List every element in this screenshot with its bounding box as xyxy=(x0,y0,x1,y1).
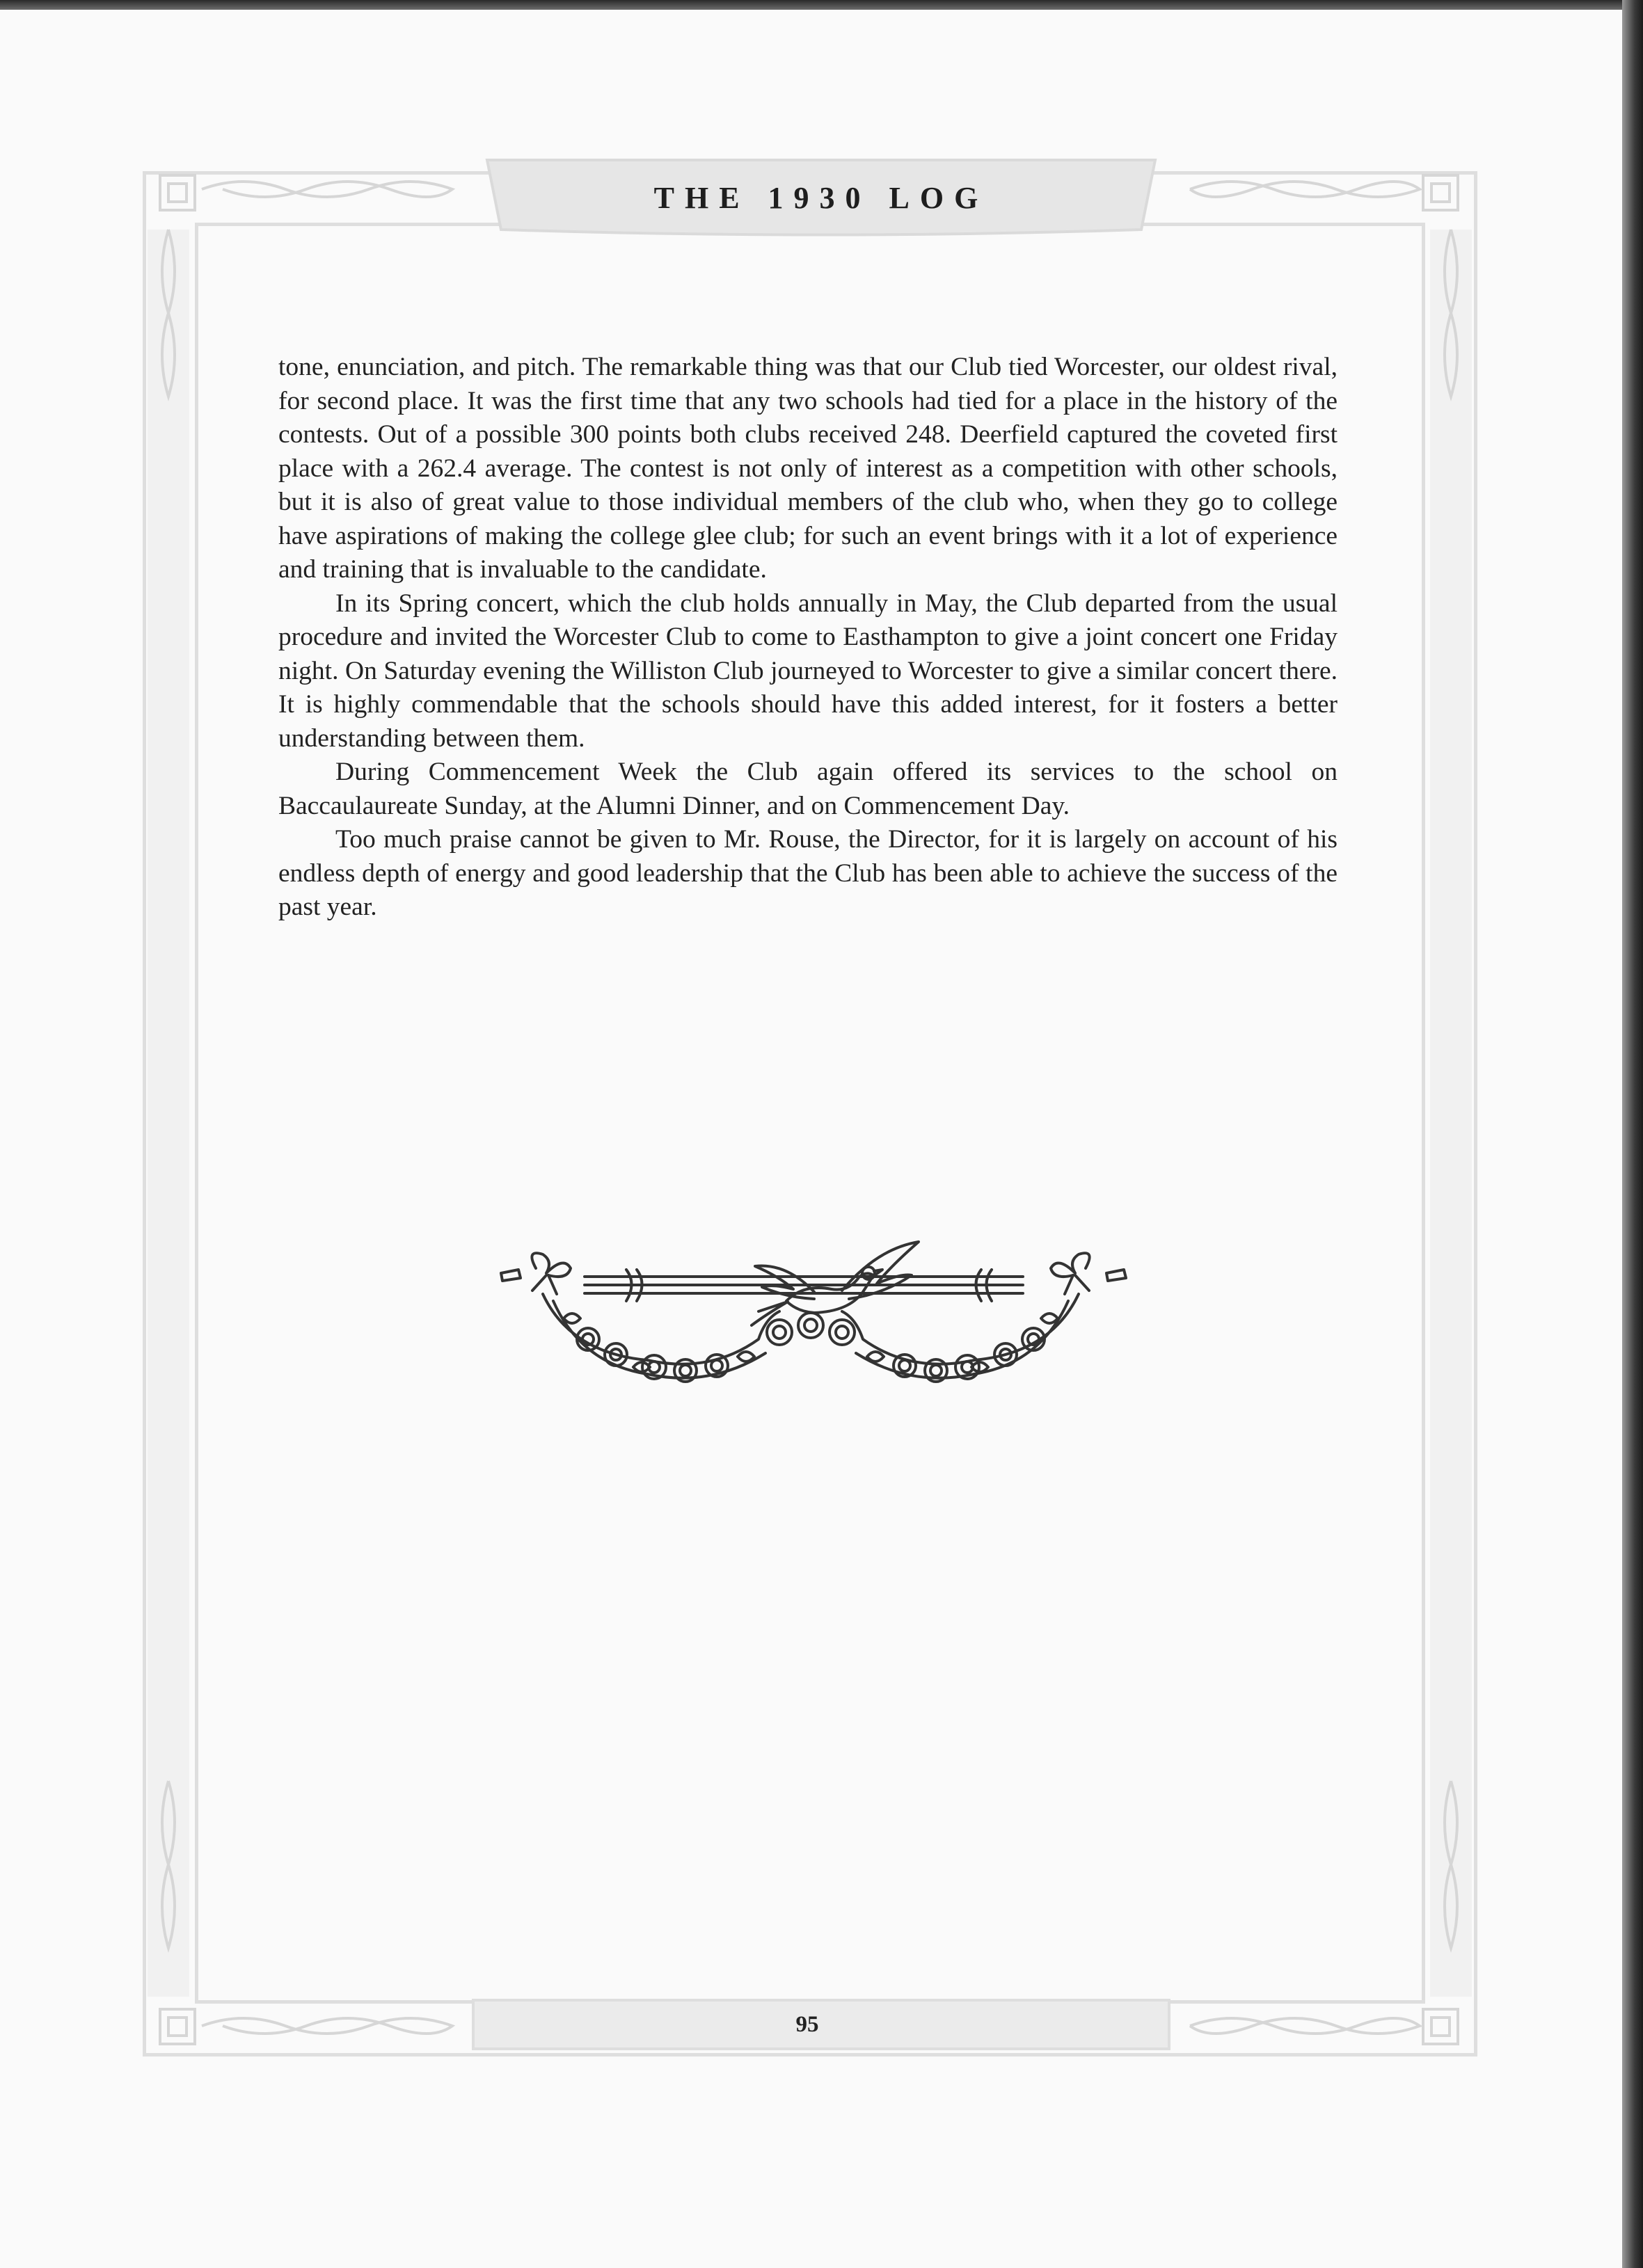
paragraph: Too much praise cannot be given to Mr. Rouse, the Director, for it is largely on account of his endless depth of energy and good leadership that the Club has been able to achieve the success of the past year. xyxy=(278,825,1338,921)
article-body xyxy=(278,351,1338,925)
dove-garland-icon xyxy=(487,1235,1141,1409)
page-header-title: THE 1930 LOG xyxy=(653,181,989,215)
paragraph: tone, enunciation, and pitch. The remarkable thing was that our Club tied Worcester, our oldest rival, for second place. It was the first time that any two schools had tied for a place in the history of the contests. Out of a possible 300 points both clubs received 248. Deerfield captured the coveted first place with a 262.4 average. The contest is not only of interest as a competition with other schools, but it is also of great value to those individual members of the club who, when they go to college have aspirations of making the college glee club; for such an event brings with it a lot of experience and training that is invaluable to the candidate. xyxy=(278,353,1338,584)
page-number: 95 xyxy=(795,2012,819,2037)
paragraph: In its Spring concert, which the club holds annually in May, the Club departed from the usual procedure and invited the Worcester Club to come to Easthampton to give a joint concert one Friday night. On Saturday evening the Williston Club journeyed to Worcester to give a similar concert there. It is highly commendable that the schools should have this added interest, for it fosters a better understanding between them. xyxy=(278,589,1338,753)
paragraph: During Commencement Week the Club again offered its services to the school on Baccaulaureate Sunday, at the Alumni Dinner, and on Commencement Day. xyxy=(278,758,1338,820)
